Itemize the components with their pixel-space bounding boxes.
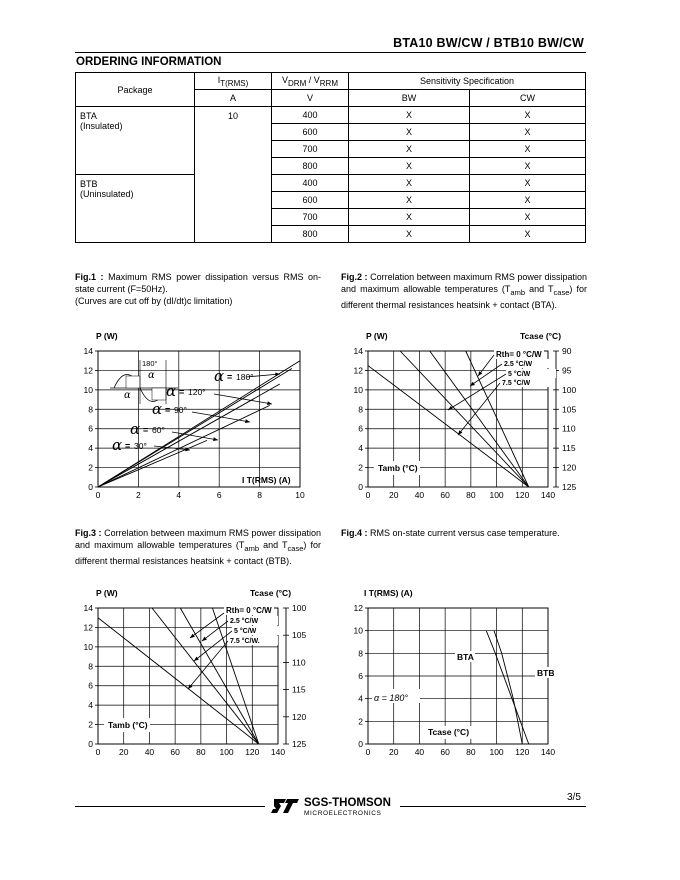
- alpha-annotation: α = 180°: [374, 693, 409, 703]
- x-tick-label: 60: [440, 747, 450, 757]
- leader-arrowhead: [190, 634, 195, 638]
- y-tick-label: 0: [358, 739, 363, 749]
- series-label: BTA: [457, 652, 474, 662]
- y-tick-label: 10: [353, 625, 363, 636]
- ordering-title: ORDERING INFORMATION: [76, 56, 222, 68]
- logo-subtext: MICROELECTRONICS: [304, 810, 382, 817]
- x-tick-label: 120: [515, 747, 530, 757]
- curve-equals: =: [125, 441, 131, 451]
- x-tick-label: 80: [466, 747, 476, 757]
- x-tick-label: 40: [144, 747, 155, 757]
- col-voltage: $V_{DRM} / V_{RRM}$: [272, 73, 349, 90]
- y-tick-label: 8: [358, 404, 363, 415]
- bw-cell: X: [349, 175, 470, 192]
- y-tick-label: 4: [88, 700, 93, 711]
- secondary-tick-label: 115: [292, 684, 306, 695]
- voltage-cell: 800: [272, 226, 349, 243]
- y-tick-label: 6: [88, 680, 93, 691]
- secondary-tick-label: 90: [562, 346, 572, 356]
- secondary-tick-label: 120: [292, 711, 307, 722]
- y-tick-label: 2: [358, 716, 363, 727]
- leader-line: [192, 412, 250, 422]
- leader-arrowhead: [267, 401, 272, 405]
- y-tick-label: 14: [353, 346, 363, 356]
- y-tick-label: 6: [358, 671, 363, 681]
- secondary-tick-label: 125: [562, 482, 577, 492]
- x-tick-label: 20: [388, 490, 399, 500]
- fig3-caption: Fig.3 : Correlation between maximum RMS power dissipation and maximum allowable temperatures ($T_{amb}$ and $T_{case}$) for different thermal resistances heatsink + contact (BTB).: [75, 528, 322, 566]
- plot-frame: [98, 351, 300, 487]
- y-tick-label: 14: [83, 346, 93, 356]
- x-tick-label: 140: [540, 747, 556, 757]
- secondary-tick-label: 110: [562, 423, 576, 434]
- y-tick-label: 4: [358, 693, 363, 704]
- x-tick-label: 40: [414, 490, 425, 500]
- col-cw: CW: [470, 90, 586, 107]
- secondary-tick-label: 120: [562, 462, 577, 473]
- leader-arrowhead: [213, 437, 218, 441]
- x-tick-label: 80: [196, 747, 206, 757]
- x-tick-label: 100: [219, 747, 234, 757]
- leader-arrowhead: [245, 419, 250, 423]
- secondary-tick-label: 95: [562, 365, 572, 376]
- rth-label: 2.5 °C/W: [504, 361, 533, 368]
- bw-cell: X: [349, 158, 470, 175]
- rth-label: 5 °C/W: [508, 371, 531, 378]
- cw-cell: X: [470, 226, 586, 243]
- leader-line: [470, 364, 502, 386]
- y-tick-label: 12: [353, 603, 363, 613]
- x-tick-label: 100: [489, 747, 504, 757]
- y-tick-label: 0: [88, 482, 93, 492]
- y-tick-label: 2: [358, 462, 363, 473]
- x-tick-label: 10: [295, 490, 305, 500]
- fig3-chart: [60, 583, 320, 763]
- voltage-cell: 600: [272, 124, 349, 141]
- y-tick-label: 4: [88, 443, 93, 454]
- rth-label: 2.5 °C/W: [230, 618, 259, 625]
- curve-alpha-symbol: α: [166, 382, 177, 400]
- series-label: BTB: [537, 668, 555, 678]
- secondary-tick-label: 100: [562, 384, 577, 395]
- footer-rule-left: [75, 806, 265, 807]
- bw-cell: X: [349, 192, 470, 209]
- cw-cell: X: [470, 124, 586, 141]
- fig2-caption: Fig.2 : Correlation between maximum RMS power dissipation and maximum allowable temperatures ($T_{amb}$ and $T_{case}$) for different thermal resistances heatsink + contact (BTA).: [341, 272, 588, 310]
- y-tick-label: 12: [83, 365, 93, 376]
- ordering-table: [75, 72, 586, 243]
- rth-label: 7.5 °C/W.: [230, 638, 260, 645]
- cw-cell: X: [470, 192, 586, 209]
- logo-text: SGS-THOMSON: [304, 797, 391, 809]
- conduction-area: [126, 376, 140, 388]
- cw-cell: X: [470, 209, 586, 226]
- table-header-row: [76, 73, 586, 90]
- y-tick-label: 8: [88, 661, 93, 672]
- rth-label: Rth= 0 °C/W: [226, 606, 272, 615]
- secondary-tick-label: 125: [292, 739, 307, 749]
- curve-alpha-symbol: α: [152, 400, 163, 418]
- col-package: Package: [76, 73, 195, 107]
- y-tick-label: 4: [358, 443, 363, 454]
- voltage-cell: 600: [272, 192, 349, 209]
- bw-cell: X: [349, 141, 470, 158]
- x-tick-label: 2: [136, 490, 141, 500]
- bw-cell: X: [349, 209, 470, 226]
- x-tick-label: 60: [170, 747, 180, 757]
- bw-cell: X: [349, 226, 470, 243]
- fig1-caption: Fig.1 : Maximum RMS power dissipation versus RMS on-state current (F=50Hz). (Curves are cut off by (dI/dt)c limitation): [75, 272, 322, 306]
- x-tick-label: 60: [440, 490, 450, 500]
- x-tick-label: 140: [270, 747, 286, 757]
- bw-cell: X: [349, 124, 470, 141]
- curve-alpha-symbol: α: [130, 420, 141, 438]
- x-axis-title: Tamb (°C): [378, 463, 418, 473]
- x-tick-label: 0: [365, 490, 371, 500]
- leader-arrowhead: [202, 637, 207, 641]
- fig4-caption: Fig.4 : RMS on-state current versus case temperature.: [341, 528, 560, 538]
- table-row: [76, 175, 586, 192]
- leader-arrowhead: [478, 371, 482, 376]
- page-number: 3/5: [567, 792, 581, 803]
- secondary-tick-label: 105: [292, 630, 307, 641]
- conduction-area: [152, 388, 166, 400]
- secondary-axis-title: Tcase (°C): [250, 588, 292, 598]
- page-header-title: BTA10 BW/CW / BTB10 BW/CW: [393, 36, 584, 50]
- y-axis-title: I T(RMS) (A): [364, 588, 413, 598]
- leader-line: [188, 641, 228, 689]
- y-tick-label: 8: [88, 404, 93, 415]
- y-tick-label: 6: [88, 423, 93, 434]
- secondary-axis-title: Tcase (°C): [520, 331, 562, 341]
- y-axis-title: P (W): [96, 588, 118, 598]
- voltage-cell: 400: [272, 175, 349, 192]
- rth-label: Rth= 0 °C/W: [496, 350, 542, 359]
- y-axis-title: P (W): [366, 331, 388, 341]
- table-row: [76, 107, 586, 124]
- y-tick-label: 2: [88, 719, 93, 730]
- y-axis-title: P (W): [96, 331, 118, 341]
- x-tick-label: 4: [176, 490, 182, 500]
- leader-line: [190, 613, 224, 638]
- secondary-tick-label: 100: [292, 603, 307, 613]
- y-tick-label: 12: [353, 365, 363, 376]
- curve-alpha-symbol: α: [112, 436, 123, 454]
- curve-equals: =: [165, 405, 171, 415]
- curve-angle-label: 90°: [174, 405, 187, 415]
- package-bta: BTA (Insulated): [76, 107, 195, 175]
- x-tick-label: 8: [257, 490, 262, 500]
- curve-angle-label: 30°: [134, 441, 147, 451]
- curve-equals: =: [143, 425, 149, 435]
- cw-cell: X: [470, 107, 586, 124]
- x-tick-label: 20: [118, 747, 129, 757]
- st-logo-icon: [270, 796, 300, 816]
- leader-line: [214, 394, 272, 404]
- x-axis-title: Tcase (°C): [428, 727, 470, 737]
- voltage-cell: 800: [272, 158, 349, 175]
- curve-alpha-symbol: α: [214, 367, 225, 385]
- cw-cell: X: [470, 141, 586, 158]
- waveform-angle-label: 180°: [142, 359, 158, 368]
- secondary-tick-label: 105: [562, 404, 577, 415]
- unit-a: A: [195, 90, 272, 107]
- current-value: 10: [195, 107, 272, 243]
- x-tick-label: 0: [95, 747, 101, 757]
- x-tick-label: 20: [388, 747, 399, 757]
- bw-cell: X: [349, 107, 470, 124]
- cw-cell: X: [470, 158, 586, 175]
- curve-equals: =: [179, 387, 185, 397]
- col-sensitivity: Sensitivity Specification: [349, 73, 586, 90]
- y-tick-label: 12: [83, 622, 93, 633]
- x-tick-label: 0: [365, 747, 371, 757]
- y-tick-label: 0: [88, 739, 93, 749]
- curve-equals: =: [227, 372, 233, 382]
- y-tick-label: 6: [358, 423, 363, 434]
- col-current: $I_{T(RMS)}$: [195, 73, 272, 90]
- fig4-chart: [330, 583, 590, 763]
- y-tick-label: 2: [88, 462, 93, 473]
- curve-angle-label: 180°: [236, 372, 254, 382]
- y-tick-label: 14: [83, 603, 93, 613]
- footer-rule-right: [400, 806, 586, 807]
- unit-v: V: [272, 90, 349, 107]
- leader-line: [448, 374, 506, 410]
- rth-label: 7.5 °C/W: [502, 380, 531, 387]
- waveform-alpha-label: α: [124, 390, 131, 401]
- leader-line: [202, 621, 228, 641]
- fig1-chart: [60, 326, 330, 506]
- secondary-tick-label: 115: [562, 443, 576, 454]
- y-tick-label: 10: [353, 384, 363, 395]
- waveform-alpha-label: α: [148, 370, 155, 381]
- x-axis-title: Tamb (°C): [108, 720, 148, 730]
- fig2-chart: [330, 326, 590, 506]
- secondary-tick-label: 110: [292, 657, 306, 668]
- voltage-cell: 700: [272, 141, 349, 158]
- x-tick-label: 100: [489, 490, 504, 500]
- curve-angle-label: 60°: [152, 425, 165, 435]
- x-tick-label: 120: [515, 490, 530, 500]
- voltage-cell: 700: [272, 209, 349, 226]
- col-bw: BW: [349, 90, 470, 107]
- voltage-cell: 400: [272, 107, 349, 124]
- x-tick-label: 120: [245, 747, 260, 757]
- y-tick-label: 0: [358, 482, 363, 492]
- cw-cell: X: [470, 175, 586, 192]
- y-tick-label: 10: [83, 641, 93, 652]
- x-tick-label: 0: [95, 490, 101, 500]
- x-tick-label: 80: [466, 490, 476, 500]
- x-tick-label: 140: [540, 490, 556, 500]
- rth-label: 5 °C/W: [234, 628, 257, 635]
- header-rule: [75, 52, 586, 53]
- y-tick-label: 10: [83, 384, 93, 395]
- x-tick-label: 6: [216, 490, 222, 500]
- x-tick-label: 40: [414, 747, 425, 757]
- y-tick-label: 8: [358, 648, 363, 659]
- package-btb: BTB (Uninsulated): [76, 175, 195, 243]
- curve-angle-label: 120°: [188, 387, 206, 397]
- x-axis-title: I T(RMS) (A): [242, 475, 291, 485]
